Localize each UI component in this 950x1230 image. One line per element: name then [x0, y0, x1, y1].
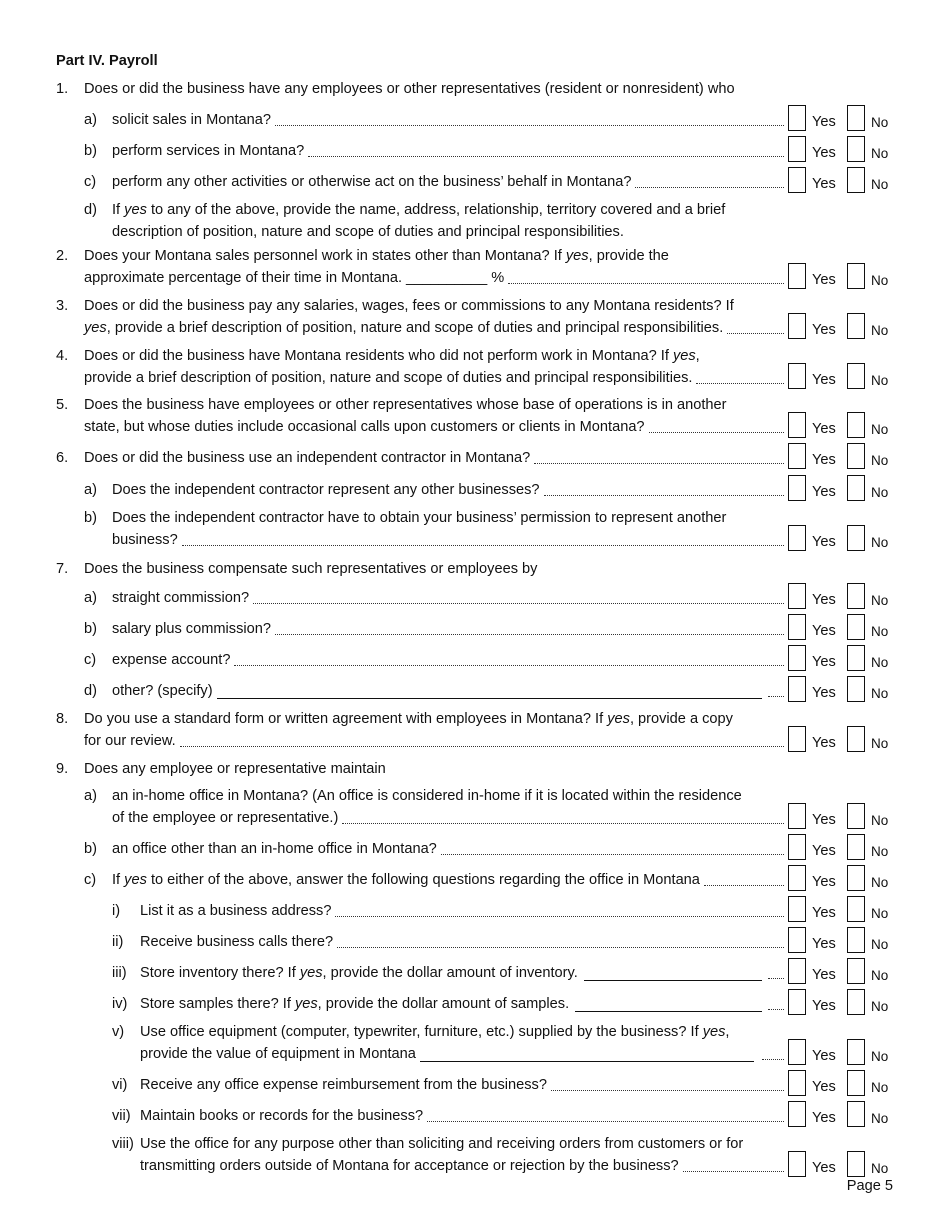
no-checkbox[interactable] — [847, 1151, 865, 1177]
dot-leader — [544, 495, 784, 496]
question-number: 4. — [56, 348, 69, 364]
yes-checkbox[interactable] — [788, 927, 806, 953]
question-text: Do you use a standard form or written agreement with employees in Montana? If yes, provide a copy — [84, 711, 733, 727]
no-checkbox[interactable] — [847, 105, 865, 131]
yes-label: Yes — [812, 967, 836, 983]
no-label: No — [871, 177, 889, 192]
dot-leader — [551, 1090, 784, 1091]
no-checkbox[interactable] — [847, 167, 865, 193]
dot-leader — [234, 665, 784, 666]
yes-checkbox[interactable] — [788, 726, 806, 752]
yes-label: Yes — [812, 654, 836, 670]
question-number: iv) — [112, 996, 128, 1012]
question-number: a) — [84, 112, 97, 128]
no-label: No — [871, 1111, 889, 1126]
yes-checkbox[interactable] — [788, 1151, 806, 1177]
yes-label: Yes — [812, 271, 836, 288]
yes-checkbox[interactable] — [788, 645, 806, 671]
question-text: Does any employee or representative maintain — [84, 761, 386, 777]
question-number: d) — [84, 202, 97, 218]
question-number: d) — [84, 683, 97, 699]
question-number: 3. — [56, 298, 69, 314]
no-checkbox[interactable] — [847, 834, 865, 860]
question-text: provide a brief description of position, nature and scope of duties and principal responsibilities. — [84, 369, 693, 386]
question-text: other? (specify) — [112, 683, 213, 699]
question-text: Receive business calls there? — [140, 934, 334, 950]
yes-label: Yes — [812, 623, 836, 639]
no-checkbox[interactable] — [847, 676, 865, 702]
no-label: No — [871, 1160, 889, 1176]
question-text: salary plus commission? — [112, 621, 271, 637]
question-text: provide the value of equipment in Montana — [140, 1045, 416, 1062]
dot-leader — [768, 1009, 784, 1010]
no-label: No — [871, 272, 889, 288]
no-checkbox[interactable] — [847, 614, 865, 640]
yes-checkbox[interactable] — [788, 1070, 806, 1096]
no-label: No — [871, 968, 889, 983]
question-number: 8. — [56, 711, 69, 727]
yes-checkbox[interactable] — [788, 989, 806, 1015]
yes-label: Yes — [812, 998, 836, 1014]
no-checkbox[interactable] — [847, 1070, 865, 1096]
question-text: If yes to either of the above, answer the following questions regarding the office in Montana — [112, 872, 700, 888]
question-number: a) — [84, 788, 97, 804]
question-text: Does or did the business pay any salaries, wages, fees or commissions to any Montana residents? If — [84, 298, 734, 314]
no-checkbox[interactable] — [847, 927, 865, 953]
specify-blank[interactable] — [217, 698, 762, 699]
no-checkbox[interactable] — [847, 958, 865, 984]
question-number: 2. — [56, 248, 69, 264]
dot-leader — [335, 916, 784, 917]
yes-checkbox[interactable] — [788, 614, 806, 640]
no-label: No — [871, 115, 889, 130]
no-label: No — [871, 875, 889, 890]
page-number: Page 5 — [846, 1178, 893, 1194]
no-checkbox[interactable] — [847, 475, 865, 501]
yes-label: Yes — [812, 936, 836, 952]
question-number: 7. — [56, 561, 69, 577]
yes-checkbox[interactable] — [788, 412, 806, 438]
yes-label: Yes — [812, 734, 836, 751]
dot-leader — [441, 854, 784, 855]
question-text: solicit sales in Montana? — [112, 112, 271, 128]
question-text: yes, provide a brief description of position, nature and scope of duties and principal responsibilities. — [84, 319, 724, 336]
question-text: Does or did the business have any employees or other representatives (resident or nonresident) who — [84, 81, 735, 97]
no-label: No — [871, 655, 889, 670]
yes-label: Yes — [812, 176, 836, 192]
no-label: No — [871, 844, 889, 859]
yes-label: Yes — [812, 1047, 836, 1064]
question-number: iii) — [112, 965, 127, 981]
yes-checkbox[interactable] — [788, 834, 806, 860]
dot-leader — [427, 1121, 784, 1122]
no-label: No — [871, 421, 889, 437]
yes-label: Yes — [812, 1159, 836, 1176]
question-text: Receive any office expense reimbursement from the business? — [140, 1077, 547, 1093]
yes-checkbox[interactable] — [788, 105, 806, 131]
amount-blank[interactable] — [584, 980, 762, 981]
question-number: 9. — [56, 761, 69, 777]
yes-label: Yes — [812, 321, 836, 338]
no-label: No — [871, 534, 889, 550]
question-number: viii) — [112, 1136, 134, 1152]
no-checkbox[interactable] — [847, 865, 865, 891]
question-text: transmitting orders outside of Montana for acceptance or rejection by the business? — [140, 1157, 679, 1174]
yes-label: Yes — [812, 905, 836, 921]
question-text: Maintain books or records for the business? — [140, 1108, 424, 1124]
yes-checkbox[interactable] — [788, 313, 806, 339]
question-number: b) — [84, 841, 97, 857]
question-number: i) — [112, 903, 121, 919]
yes-label: Yes — [812, 371, 836, 388]
question-text: perform services in Montana? — [112, 143, 305, 159]
yes-label: Yes — [812, 685, 836, 701]
question-text: Does or did the business have Montana residents who did not perform work in Montana? If yes, — [84, 348, 700, 364]
question-text: If yes to any of the above, provide the name, address, relationship, territory covered and a brief — [112, 202, 726, 218]
dot-leader — [768, 696, 784, 697]
yes-checkbox[interactable] — [788, 475, 806, 501]
question-text: Use the office for any purpose other than soliciting and receiving orders from customers or for — [140, 1136, 744, 1152]
no-label: No — [871, 593, 889, 608]
question-text: Does the business compensate such representatives or employees by — [84, 561, 538, 577]
question-number: b) — [84, 621, 97, 637]
no-checkbox[interactable] — [847, 803, 865, 829]
question-text: state, but whose duties include occasional calls upon customers or clients in Montana? — [84, 418, 645, 435]
yes-checkbox[interactable] — [788, 443, 806, 469]
question-text: Does the independent contractor represent any other businesses? — [112, 482, 540, 498]
question-text: Does the independent contractor have to obtain your business’ permission to represent another — [112, 510, 727, 526]
question-number: 5. — [56, 397, 69, 413]
dot-leader — [253, 603, 784, 604]
yes-checkbox[interactable] — [788, 583, 806, 609]
question-text: straight commission? — [112, 590, 250, 606]
no-checkbox[interactable] — [847, 313, 865, 339]
yes-checkbox[interactable] — [788, 865, 806, 891]
dot-leader — [308, 156, 784, 157]
question-text: expense account? — [112, 652, 231, 668]
no-checkbox[interactable] — [847, 896, 865, 922]
no-checkbox[interactable] — [847, 1101, 865, 1127]
yes-checkbox[interactable] — [788, 958, 806, 984]
yes-checkbox[interactable] — [788, 263, 806, 289]
yes-checkbox[interactable] — [788, 1101, 806, 1127]
yes-checkbox[interactable] — [788, 896, 806, 922]
no-label: No — [871, 485, 889, 500]
no-label: No — [871, 453, 889, 468]
no-label: No — [871, 322, 889, 338]
question-text: Store inventory there? If yes, provide the dollar amount of inventory. — [140, 965, 578, 981]
question-text: Does the business have employees or other representatives whose base of operations is in another — [84, 397, 727, 413]
question-number: 6. — [56, 450, 69, 466]
part-title: Part IV. Payroll — [56, 53, 158, 69]
yes-checkbox[interactable] — [788, 363, 806, 389]
question-number: b) — [84, 510, 97, 526]
no-checkbox[interactable] — [847, 443, 865, 469]
yes-label: Yes — [812, 843, 836, 859]
dot-leader — [342, 823, 784, 824]
no-label: No — [871, 686, 889, 701]
question-text: Use office equipment (computer, typewriter, furniture, etc.) supplied by the business? If yes, — [140, 1024, 730, 1040]
question-text: an office other than an in-home office in Montana? — [112, 841, 437, 857]
yes-label: Yes — [812, 484, 836, 500]
yes-label: Yes — [812, 874, 836, 890]
question-number: vi) — [112, 1077, 128, 1093]
yes-label: Yes — [812, 533, 836, 550]
yes-checkbox[interactable] — [788, 1039, 806, 1065]
yes-checkbox[interactable] — [788, 803, 806, 829]
no-label: No — [871, 146, 889, 161]
question-text: of the employee or representative.) — [112, 809, 339, 826]
question-text: an in-home office in Montana? (An office is considered in-home if it is located within the residence — [112, 788, 742, 804]
yes-label: Yes — [812, 1110, 836, 1126]
no-checkbox[interactable] — [847, 645, 865, 671]
question-text: approximate percentage of their time in Montana. __________ % — [84, 269, 505, 286]
yes-label: Yes — [812, 592, 836, 608]
question-number: vii) — [112, 1108, 131, 1124]
question-number: a) — [84, 590, 97, 606]
dot-leader — [683, 1171, 784, 1172]
no-checkbox[interactable] — [847, 1039, 865, 1065]
amount-blank[interactable] — [575, 1011, 762, 1012]
yes-label: Yes — [812, 114, 836, 130]
no-checkbox[interactable] — [847, 363, 865, 389]
question-number: v) — [112, 1024, 125, 1040]
no-checkbox[interactable] — [847, 136, 865, 162]
question-number: a) — [84, 482, 97, 498]
equipment-value-blank[interactable] — [420, 1061, 754, 1062]
dot-leader — [508, 283, 784, 284]
yes-label: Yes — [812, 452, 836, 468]
question-number: 1. — [56, 81, 69, 97]
question-text: Does your Montana sales personnel work in states other than Montana? If yes, provide the — [84, 248, 669, 264]
dot-leader — [696, 383, 784, 384]
no-label: No — [871, 999, 889, 1014]
no-checkbox[interactable] — [847, 525, 865, 551]
dot-leader — [180, 746, 784, 747]
dot-leader — [182, 545, 784, 546]
question-number: c) — [84, 174, 97, 190]
question-text: perform any other activities or otherwise act on the business’ behalf in Montana? — [112, 174, 632, 190]
yes-label: Yes — [812, 145, 836, 161]
no-checkbox[interactable] — [847, 989, 865, 1015]
no-label: No — [871, 812, 889, 828]
question-text: business? — [112, 531, 178, 548]
yes-checkbox[interactable] — [788, 676, 806, 702]
yes-label: Yes — [812, 420, 836, 437]
question-number: b) — [84, 143, 97, 159]
dot-leader — [275, 634, 784, 635]
dot-leader — [762, 1059, 784, 1060]
question-text: for our review. — [84, 732, 176, 749]
yes-checkbox[interactable] — [788, 167, 806, 193]
dot-leader — [337, 947, 784, 948]
question-text: description of position, nature and scope of duties and principal responsibilities. — [112, 223, 624, 240]
no-label: No — [871, 906, 889, 921]
dot-leader — [768, 978, 784, 979]
dot-leader — [649, 432, 784, 433]
question-number: c) — [84, 652, 97, 668]
no-label: No — [871, 1080, 889, 1095]
question-text: Does or did the business use an independent contractor in Montana? — [84, 450, 531, 466]
no-label: No — [871, 937, 889, 952]
dot-leader — [534, 463, 784, 464]
no-checkbox[interactable] — [847, 583, 865, 609]
yes-label: Yes — [812, 811, 836, 828]
no-label: No — [871, 735, 889, 751]
dot-leader — [727, 333, 784, 334]
dot-leader — [704, 885, 784, 886]
dot-leader — [275, 125, 784, 126]
no-checkbox[interactable] — [847, 726, 865, 752]
no-checkbox[interactable] — [847, 263, 865, 289]
question-number: c) — [84, 872, 97, 888]
no-label: No — [871, 1048, 889, 1064]
yes-checkbox[interactable] — [788, 136, 806, 162]
yes-checkbox[interactable] — [788, 525, 806, 551]
question-text: Store samples there? If yes, provide the dollar amount of samples. — [140, 996, 570, 1012]
no-label: No — [871, 372, 889, 388]
yes-label: Yes — [812, 1079, 836, 1095]
no-checkbox[interactable] — [847, 412, 865, 438]
dot-leader — [635, 187, 784, 188]
question-number: ii) — [112, 934, 124, 950]
question-text: List it as a business address? — [140, 903, 332, 919]
no-label: No — [871, 624, 889, 639]
